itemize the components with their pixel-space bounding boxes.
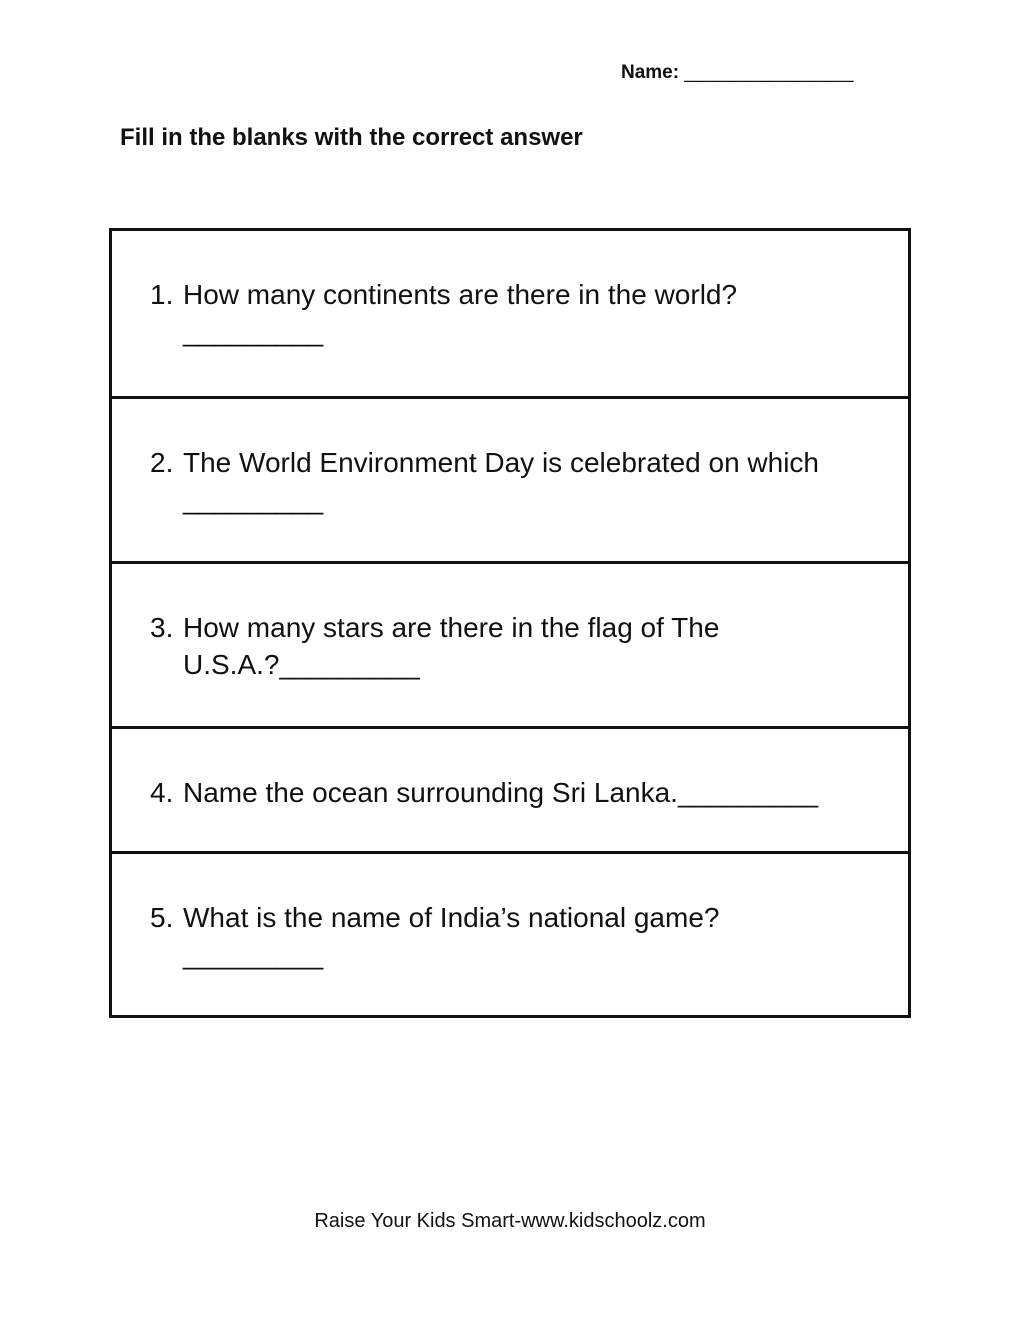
name-label: Name: <box>621 62 680 83</box>
answer-blank: _________ <box>183 316 324 347</box>
question-text <box>150 899 890 973</box>
footer-credit: Raise Your Kids Smart-www.kidschoolz.com <box>314 1210 706 1232</box>
name-blank: ________________ <box>684 62 854 83</box>
question-row <box>112 726 908 851</box>
question-row <box>112 231 908 396</box>
question-number: 2. <box>150 447 174 478</box>
question-text <box>150 276 890 350</box>
question-text <box>150 444 890 518</box>
question-line: Name the ocean surrounding Sri Lanka._________ <box>183 777 819 808</box>
answer-blank: _________ <box>183 484 324 515</box>
name-field <box>621 62 853 84</box>
question-row <box>112 851 908 1015</box>
question-number: 5. <box>150 902 174 933</box>
question-table <box>109 228 911 1018</box>
instruction-heading: Fill in the blanks with the correct answer <box>120 124 583 151</box>
question-number: 1. <box>150 279 174 310</box>
answer-blank: _________ <box>183 939 324 970</box>
question-row <box>112 396 908 561</box>
question-line: The World Environment Day is celebrated on which <box>183 447 820 478</box>
question-row <box>112 561 908 726</box>
answer-blank: U.S.A.?_________ <box>183 649 420 680</box>
question-line: How many stars are there in the flag of The <box>183 612 720 643</box>
question-text <box>150 609 890 683</box>
question-number: 4. <box>150 777 174 808</box>
question-line: What is the name of India’s national game? <box>183 902 720 933</box>
question-number: 3. <box>150 612 174 643</box>
question-line: How many continents are there in the world? <box>183 279 738 310</box>
question-text <box>150 774 890 811</box>
